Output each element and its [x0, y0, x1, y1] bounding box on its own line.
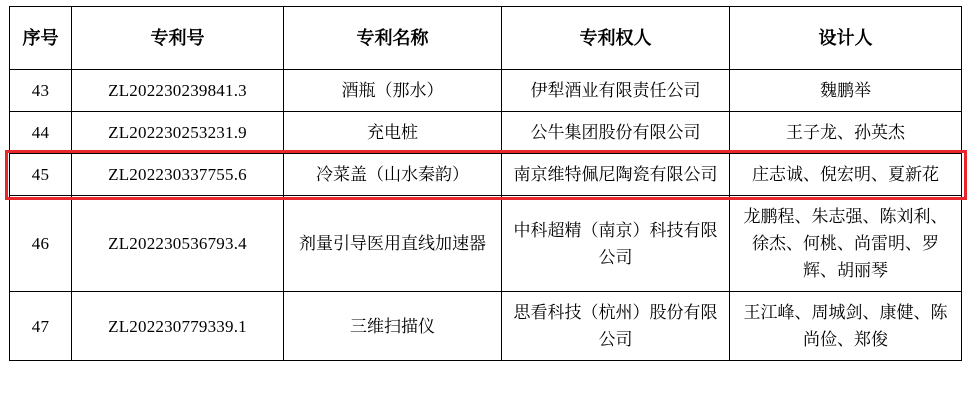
cell-index: 45 [10, 154, 72, 196]
cell-owner: 公牛集团股份有限公司 [502, 112, 730, 154]
cell-patent-no: ZL202230779339.1 [72, 292, 284, 361]
cell-owner: 南京维特佩尼陶瓷有限公司 [502, 154, 730, 196]
cell-patent-name: 酒瓶（那水） [284, 70, 502, 112]
cell-patent-no: ZL202230253231.9 [72, 112, 284, 154]
cell-patent-no: ZL202230536793.4 [72, 196, 284, 292]
cell-designer: 庄志诚、倪宏明、夏新花 [730, 154, 962, 196]
cell-patent-name: 充电桩 [284, 112, 502, 154]
table-row [10, 292, 962, 361]
cell-designer: 龙鹏程、朱志强、陈刘利、徐杰、何桃、尚雷明、罗辉、胡丽琴 [730, 196, 962, 292]
table-header [10, 7, 962, 70]
column-header-index: 序号 [10, 7, 72, 70]
column-header-patent-no: 专利号 [72, 7, 284, 70]
column-header-designer: 设计人 [730, 7, 962, 70]
cell-index: 47 [10, 292, 72, 361]
cell-patent-no: ZL202230337755.6 [72, 154, 284, 196]
cell-index: 44 [10, 112, 72, 154]
table-row [10, 196, 962, 292]
table-row [10, 70, 962, 112]
table-header-row [10, 7, 962, 70]
cell-designer: 王子龙、孙英杰 [730, 112, 962, 154]
table-body [10, 70, 962, 361]
cell-designer: 王江峰、周城剑、康健、陈尚俭、郑俊 [730, 292, 962, 361]
cell-patent-name: 三维扫描仪 [284, 292, 502, 361]
cell-owner: 伊犁酒业有限责任公司 [502, 70, 730, 112]
table-row [10, 112, 962, 154]
cell-designer: 魏鹏举 [730, 70, 962, 112]
cell-patent-no: ZL202230239841.3 [72, 70, 284, 112]
table-row-highlighted [10, 154, 962, 196]
cell-patent-name: 冷菜盖（山水秦韵） [284, 154, 502, 196]
cell-index: 43 [10, 70, 72, 112]
cell-owner: 思看科技（杭州）股份有限公司 [502, 292, 730, 361]
cell-owner: 中科超精（南京）科技有限公司 [502, 196, 730, 292]
column-header-patent-name: 专利名称 [284, 7, 502, 70]
column-header-owner: 专利权人 [502, 7, 730, 70]
document-page [0, 6, 969, 407]
patent-table [9, 6, 962, 361]
cell-patent-name: 剂量引导医用直线加速器 [284, 196, 502, 292]
cell-index: 46 [10, 196, 72, 292]
